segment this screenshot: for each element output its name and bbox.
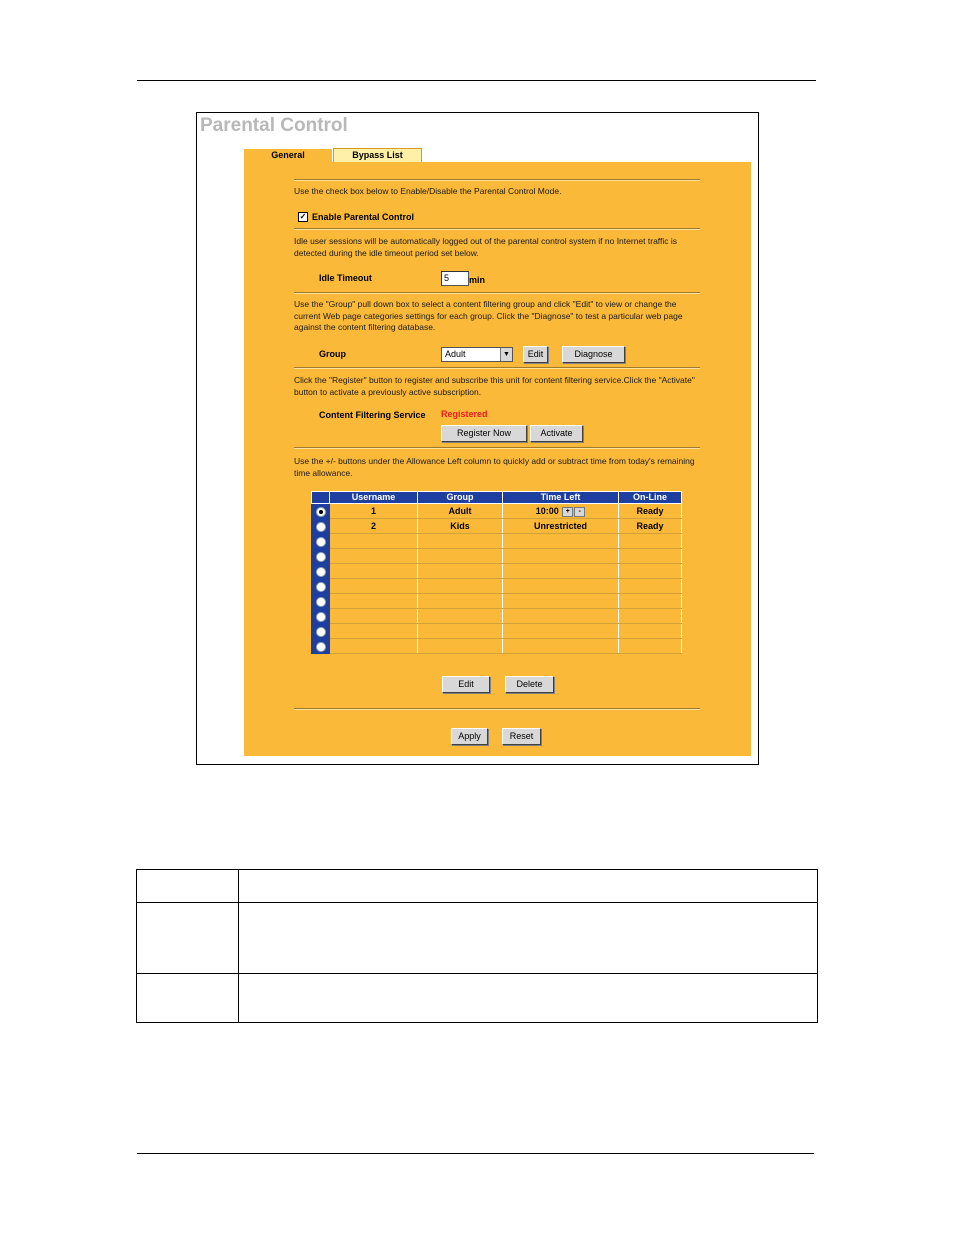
table-row	[137, 974, 818, 1023]
row-select-radio[interactable]	[316, 567, 326, 577]
table-row[interactable]	[312, 579, 682, 594]
cell-group: Adult	[418, 504, 503, 519]
cell-time-left	[503, 579, 619, 594]
screenshot-frame	[196, 112, 759, 765]
reset-button[interactable]: Reset	[502, 728, 541, 745]
cell-group	[418, 594, 503, 609]
cell-online	[619, 579, 682, 594]
register-now-button[interactable]: Register Now	[441, 425, 527, 442]
user-table	[311, 491, 682, 654]
cell-username: 1	[330, 504, 418, 519]
allowance-description: Use the +/- buttons under the Allowance Left column to quickly add or subtract time from today's remaining time allowance.	[294, 456, 695, 478]
cell-online	[619, 624, 682, 639]
table-row[interactable]	[312, 519, 682, 534]
divider	[294, 367, 700, 369]
idle-timeout-label: Idle Timeout	[319, 273, 372, 283]
cell-username	[330, 564, 418, 579]
activate-button[interactable]: Activate	[530, 425, 583, 442]
cell-username: 2	[330, 519, 418, 534]
table-header-username: Username	[330, 492, 418, 504]
cell-online	[619, 594, 682, 609]
cell-group	[418, 609, 503, 624]
cell-time-left	[503, 564, 619, 579]
cell-group	[418, 624, 503, 639]
row-select-cell	[312, 534, 330, 549]
divider	[294, 228, 700, 230]
enable-parental-control-label: Enable Parental Control	[312, 212, 415, 222]
desc-cell	[137, 974, 239, 1023]
row-select-radio[interactable]	[316, 597, 326, 607]
cell-time-left	[503, 504, 619, 519]
cell-time-left	[503, 534, 619, 549]
content-filtering-service-label: Content Filtering Service	[319, 410, 426, 420]
row-select-radio[interactable]	[316, 627, 326, 637]
table-row[interactable]	[312, 594, 682, 609]
cell-group	[418, 579, 503, 594]
row-select-cell	[312, 639, 330, 654]
row-select-radio[interactable]	[316, 612, 326, 622]
cell-online	[619, 549, 682, 564]
cell-username	[330, 579, 418, 594]
enable-parental-control-checkbox[interactable]: ✓	[299, 212, 307, 221]
row-select-cell	[312, 504, 330, 519]
diagnose-button[interactable]: Diagnose	[562, 346, 625, 363]
cell-online	[619, 534, 682, 549]
divider	[294, 447, 700, 449]
table-delete-button[interactable]: Delete	[505, 676, 554, 693]
cell-group	[418, 549, 503, 564]
group-select-value: Adult	[445, 349, 466, 359]
cell-online: Ready	[619, 504, 682, 519]
cell-username	[330, 549, 418, 564]
row-select-cell	[312, 549, 330, 564]
cell-time-left	[503, 609, 619, 624]
cell-time-left	[503, 549, 619, 564]
row-select-cell	[312, 579, 330, 594]
desc-cell	[239, 903, 818, 974]
desc-cell	[239, 870, 818, 903]
table-header-time-left: Time Left	[503, 492, 619, 504]
apply-button[interactable]: Apply	[451, 728, 488, 745]
table-row[interactable]	[312, 639, 682, 654]
row-select-cell	[312, 519, 330, 534]
row-select-cell	[312, 594, 330, 609]
divider	[294, 179, 700, 181]
tab-general[interactable]: General	[244, 149, 332, 162]
service-status-text: Registered	[441, 409, 488, 419]
plus-time-button[interactable]: +	[562, 507, 573, 517]
divider	[294, 708, 700, 710]
group-label: Group	[319, 349, 346, 359]
cell-group	[418, 534, 503, 549]
row-select-radio[interactable]	[316, 537, 326, 547]
row-select-radio[interactable]	[316, 642, 326, 652]
cell-online	[619, 564, 682, 579]
cell-group	[418, 639, 503, 654]
time-left-value: 10:00	[535, 506, 559, 516]
desc-cell	[239, 974, 818, 1023]
cell-group: Kids	[418, 519, 503, 534]
cell-username	[330, 624, 418, 639]
idle-timeout-unit: min	[469, 275, 486, 285]
bottom-rule	[137, 1153, 814, 1154]
group-select[interactable]	[441, 347, 513, 362]
desc-cell	[137, 903, 239, 974]
page-title: Parental Control	[200, 115, 348, 136]
table-row	[137, 903, 818, 974]
cell-username	[330, 594, 418, 609]
cell-username	[330, 534, 418, 549]
group-description: Use the "Group" pull down box to select a content filtering group and click "Edit" to view or change the current Web page categories settings for each group. Click the "Diagnose" to test a particular web page against the content filtering database.	[294, 299, 683, 332]
row-select-radio[interactable]	[316, 552, 326, 562]
table-header-select	[312, 492, 330, 504]
minus-time-button[interactable]: -	[574, 507, 585, 517]
desc-cell	[137, 870, 239, 903]
service-description: Click the "Register" button to register and subscribe this unit for content filtering service.Click the "Activate" button to activate a previously active subscription.	[294, 375, 695, 397]
row-select-radio[interactable]	[316, 507, 326, 517]
cell-username	[330, 609, 418, 624]
table-header-row	[312, 492, 682, 504]
table-row[interactable]	[312, 549, 682, 564]
table-row[interactable]	[312, 624, 682, 639]
cell-group	[418, 564, 503, 579]
cell-time-left	[503, 639, 619, 654]
cell-online	[619, 639, 682, 654]
table-row[interactable]	[312, 504, 682, 519]
table-row	[137, 870, 818, 903]
general-panel	[244, 162, 751, 756]
table-header-group: Group	[418, 492, 503, 504]
table-row[interactable]	[312, 564, 682, 579]
idle-timeout-description: Idle user sessions will be automatically logged out of the parental control system if no Internet traffic is detected during the idle timeout period set below.	[294, 236, 678, 258]
table-row[interactable]	[312, 534, 682, 549]
cell-username	[330, 639, 418, 654]
table-edit-button[interactable]: Edit	[442, 676, 490, 693]
cell-time-left	[503, 594, 619, 609]
idle-timeout-input[interactable]	[441, 271, 469, 286]
cell-time-left: Unrestricted	[503, 519, 619, 534]
table-row[interactable]	[312, 609, 682, 624]
top-rule	[137, 80, 816, 81]
table-header-online: On-Line	[619, 492, 682, 504]
cell-online	[619, 609, 682, 624]
row-select-cell	[312, 624, 330, 639]
tab-bypass-list[interactable]: Bypass List	[333, 148, 422, 162]
group-edit-button[interactable]: Edit	[523, 346, 548, 363]
row-select-cell	[312, 609, 330, 624]
chevron-down-icon[interactable]: ▼	[500, 348, 512, 361]
row-select-radio[interactable]	[316, 582, 326, 592]
divider	[294, 292, 700, 294]
cell-time-left	[503, 624, 619, 639]
description-table	[136, 869, 818, 1023]
cell-online: Ready	[619, 519, 682, 534]
intro-text: Use the check box below to Enable/Disable the Parental Control Mode.	[294, 186, 562, 196]
row-select-cell	[312, 564, 330, 579]
row-select-radio[interactable]	[316, 522, 326, 532]
